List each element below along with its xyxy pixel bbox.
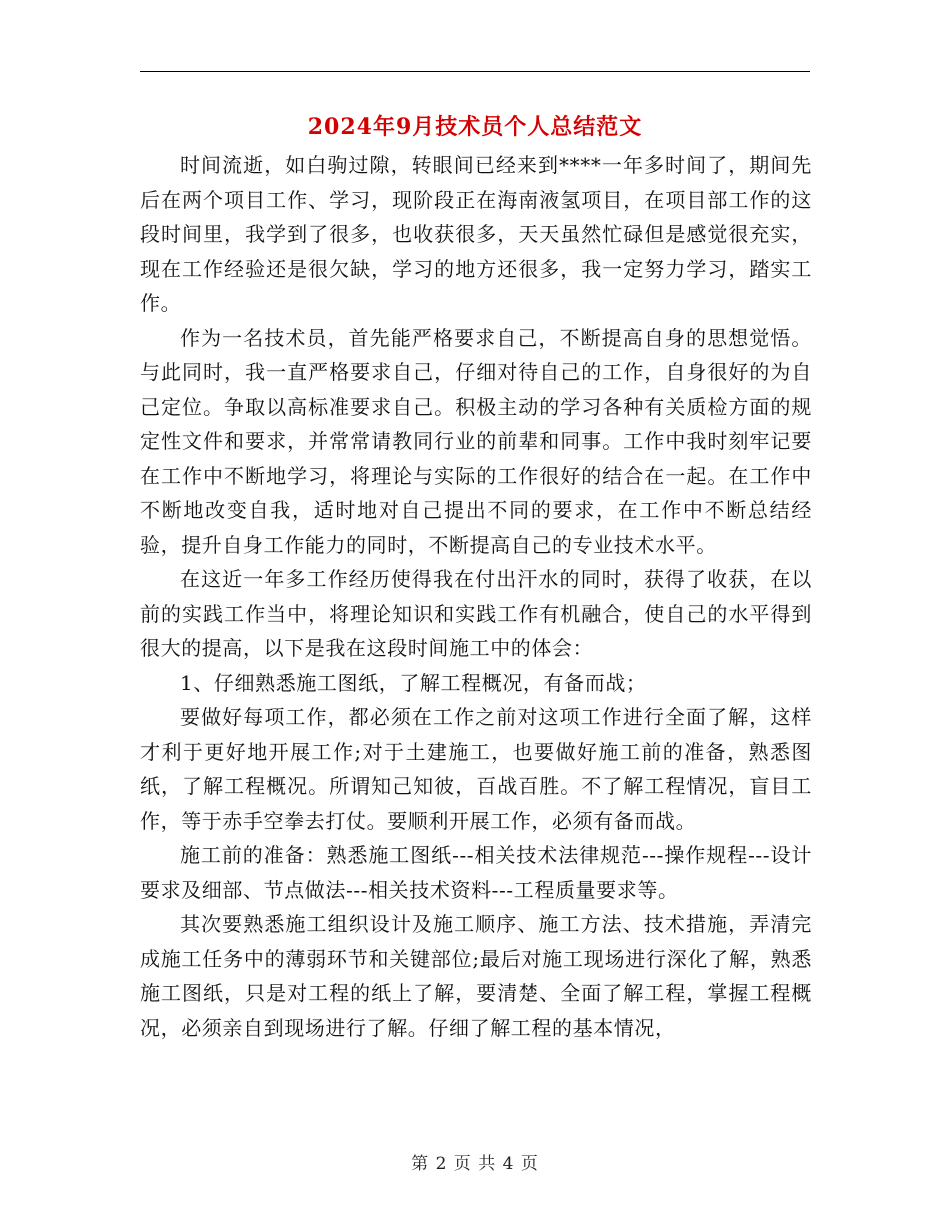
page-footer: 第 2 页 共 4 页 bbox=[411, 1154, 539, 1174]
document-title: 2024年9月技术员个人总结范文 bbox=[307, 114, 643, 140]
top-rule bbox=[140, 71, 810, 72]
paragraph-7: 其次要熟悉施工组织设计及施工顺序、施工方法、技术措施，弄清完成施工任务中的薄弱环节和关键部位;最后对施工现场进行深化了解，熟悉施工图纸，只是对工程的纸上了解，要清楚、全面了解工程，掌握工程概况，必须亲自到现场进行了解。仔细了解工程的基本情况， bbox=[140, 912, 812, 1040]
paragraph-3: 在这近一年多工作经历使得我在付出汗水的同时，获得了收获，在以前的实践工作当中，将理论知识和实践工作有机融合，使自己的水平得到很大的提高，以下是我在这段时间施工中的体会： bbox=[140, 567, 812, 660]
paragraph-4: 1、仔细熟悉施工图纸，了解工程概况，有备而战； bbox=[180, 670, 647, 695]
paragraph-6: 施工前的准备：熟悉施工图纸---相关技术法律规范---操作规程---设计要求及细部、节点做法---相关技术资料---工程质量要求等。 bbox=[140, 843, 812, 902]
paragraph-5: 要做好每项工作，都必须在工作之前对这项工作进行全面了解，这样才利于更好地开展工作;对于土建施工，也要做好施工前的准备，熟悉图纸，了解工程概况。所谓知己知彼，百战百胜。不了解工程情况，盲目工作，等于赤手空拳去打仗。要顺利开展工作，必须有备而战。 bbox=[140, 705, 812, 833]
paragraph-2: 作为一名技术员，首先能严格要求自己，不断提高自身的思想觉悟。与此同时，我一直严格要求自己，仔细对待自己的工作，自身很好的为自己定位。争取以高标准要求自己。积极主动的学习各种有关质检方面的规定性文件和要求，并常常请教同行业的前辈和同事。工作中我时刻牢记要在工作中不断地学习，将理论与实际的工作很好的结合在一起。在工作中不断地改变自我，适时地对自己提出不同的要求，在工作中不断总结经验，提升自身工作能力的同时，不断提高自己的专业技术水平。 bbox=[140, 325, 812, 557]
paragraph-1: 时间流逝，如白驹过隙，转眼间已经来到****一年多时间了，期间先后在两个项目工作、学习，现阶段正在海南液氢项目，在项目部工作的这段时间里，我学到了很多，也收获很多，天天虽然忙碌但是感觉很充实，现在工作经验还是很欠缺，学习的地方还很多，我一定努力学习，踏实工作。 bbox=[140, 153, 812, 315]
document-body bbox=[140, 148, 812, 1045]
